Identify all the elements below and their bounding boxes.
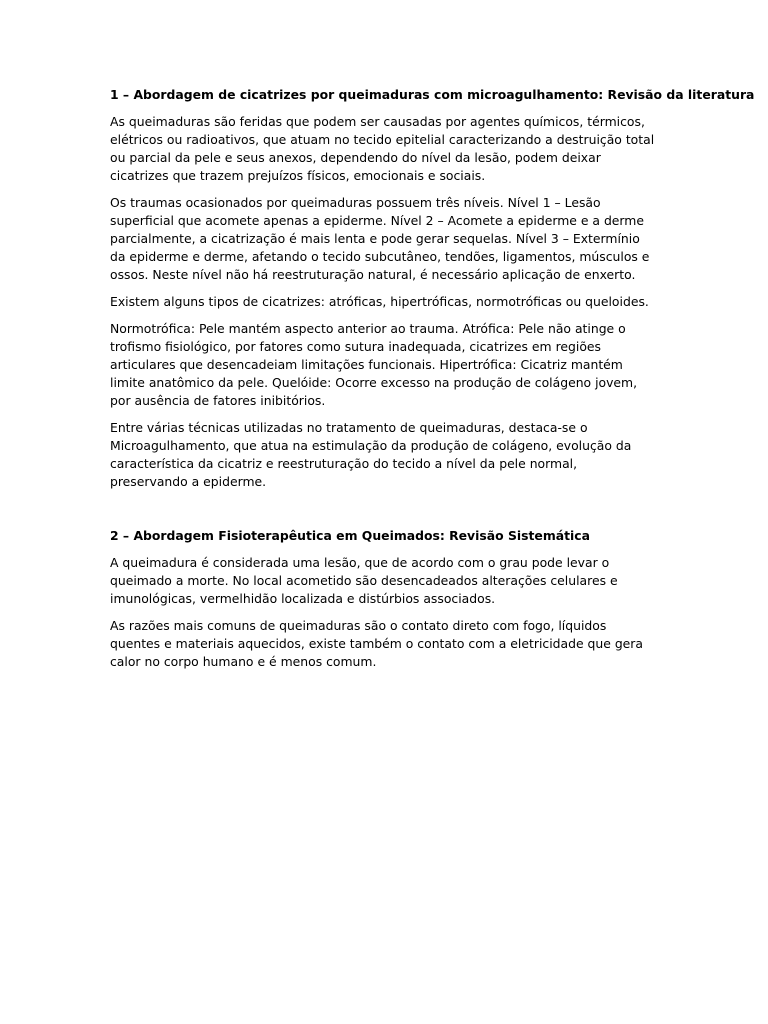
section-1 [110,86,755,491]
section-2-paragraph-1: A queimadura é considerada uma lesão, que de acordo com o grau pode levar o queimado a morte. No local acometido são desencadeados alterações celulares e imunológicas, vermelhidão localizada e distúrbios associados. [110,555,618,606]
section-spacer [110,500,655,527]
section-1-paragraph-3: Existem alguns tipos de cicatrizes: atróficas, hipertróficas, normotróficas ou queloides. [110,294,649,309]
section-1-paragraph-5: Entre várias técnicas utilizadas no tratamento de queimaduras, destaca-se o Microagulhamento, que atua na estimulação da produção de colágeno, evolução da característica da cicatriz e reestruturação do tecido a nível da pele normal, preservando a epiderme. [110,420,632,489]
section-2-paragraph-2: As razões mais comuns de queimaduras são o contato direto com fogo, líquidos quentes e materiais aquecidos, existe também o contato com a eletricidade que gera calor no corpo humano e é menos comum. [110,618,643,669]
section-2 [110,527,655,671]
section-1-title: 1 – Abordagem de cicatrizes por queimaduras com microagulhamento: Revisão da literatura [110,87,755,102]
section-1-paragraph-4: Normotrófica: Pele mantém aspecto anterior ao trauma. Atrófica: Pele não atinge o trofismo fisiológico, por fatores como sutura inadequada, cicatrizes em regiões articulares que desencadeiam limitações funcionais. Hipertrófica: Cicatriz mantém limite anatômico da pele. Quelóide: Ocorre excesso na produção de colágeno jovem, por ausência de fatores inibitórios. [110,321,638,408]
section-1-paragraph-1: As queimaduras são feridas que podem ser causadas por agentes químicos, térmicos, elétricos ou radioativos, que atuam no tecido epitelial caracterizando a destruição total ou parcial da pele e seus anexos, dependendo do nível da lesão, podem deixar cicatrizes que trazem prejuízos físicos, emocionais e sociais. [110,114,655,183]
section-1-paragraph-2: Os traumas ocasionados por queimaduras possuem três níveis. Nível 1 – Lesão superficial que acomete apenas a epiderme. Nível 2 – Acomete a epiderme e a derme parcialmente, a cicatrização é mais lenta e pode gerar sequelas. Nível 3 – Extermínio da epiderme e derme, afetando o tecido subcutâneo, tendões, ligamentos, músculos e ossos. Neste nível não há reestruturação natural, é necessário aplicação de enxerto. [110,195,650,282]
document-page [110,86,755,680]
section-2-title: 2 – Abordagem Fisioterapêutica em Queimados: Revisão Sistemática [110,528,590,543]
